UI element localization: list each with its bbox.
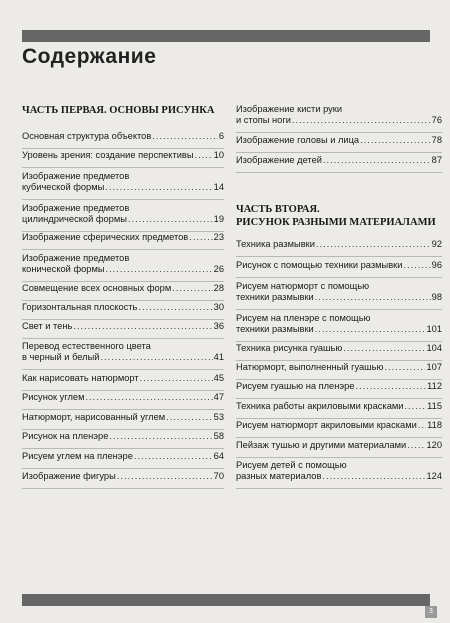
toc-entry-title: Рисунок на пленэре [22,431,109,441]
entry-separator [236,379,442,380]
toc-entry-title: Рисуем детей с помощью [236,460,347,470]
dot-leader [404,401,426,412]
dot-leader [403,260,430,271]
toc-entry-page: 78 [431,135,442,145]
toc-entry[interactable] [22,131,224,142]
toc-entry[interactable] [236,460,442,482]
entry-separator [236,309,442,310]
dot-leader [323,155,431,166]
toc-entry-page: 58 [213,431,224,441]
dot-leader [315,324,426,335]
toc-entry-title: Изображение сферических предметов [22,232,189,242]
toc-entry-page: 26 [213,264,224,274]
entry-separator [236,418,442,419]
toc-entry[interactable] [236,155,442,166]
toc-entry-page: 115 [427,401,442,411]
entry-separator [236,360,442,361]
toc-entry[interactable] [22,451,224,462]
dot-leader [343,343,425,354]
toc-entry-title: Изображение предметов [22,203,130,213]
toc-entry-page: 23 [213,232,224,242]
toc-entry-title: Изображение фигуры [22,471,116,481]
toc-entry-title: Изображение предметов [22,253,130,263]
toc-entry-page: 120 [426,440,442,450]
page-title: Содержание [22,45,157,68]
bottom-decorative-bar [22,594,430,606]
dot-leader [140,373,213,384]
dot-leader [138,302,212,313]
toc-entry-title: Горизонтальная плоскость [22,302,138,312]
dot-leader [106,264,213,275]
toc-entry-title: цилиндрической формы [22,214,127,224]
toc-entry-page: 36 [213,321,224,331]
entry-separator [236,152,442,153]
toc-entry-page: 14 [213,182,224,192]
toc-entry[interactable] [22,373,224,384]
entry-separator [236,398,442,399]
toc-entry-page: 96 [431,260,442,270]
dot-leader [172,283,212,294]
toc-entry-page: 104 [426,343,442,353]
page-number: 3 [425,606,437,618]
toc-entry[interactable] [236,440,442,451]
toc-entry-page: 92 [431,239,442,249]
toc-entry-title: Изображение головы и лица [236,135,360,145]
entry-separator [22,429,224,430]
toc-entry-page: 45 [213,373,224,383]
dot-leader [117,471,213,482]
dot-leader [316,239,431,250]
toc-entry-title: Рисуем натюрморт акриловыми красками [236,420,417,430]
entry-separator [236,172,442,173]
entry-separator [22,281,224,282]
dot-leader [152,131,218,142]
toc-entry-page: 41 [213,352,224,362]
dot-leader [100,352,212,363]
toc-entry-page: 47 [213,392,224,402]
toc-entry[interactable] [22,341,224,363]
entry-separator [236,488,442,489]
entry-separator [236,341,442,342]
toc-entry-title: кубической формы [22,182,105,192]
toc-entry-page: 30 [213,302,224,312]
toc-entry-page: 10 [213,150,224,160]
entry-separator [236,277,442,278]
toc-entry[interactable] [236,281,442,303]
dot-leader [166,412,213,423]
entry-separator [22,390,224,391]
entry-separator [22,488,224,489]
entry-separator [22,199,224,200]
entry-separator [22,300,224,301]
part2-heading-line2: РИСУНОК РАЗНЫМИ МАТЕРИАЛАМИ [236,217,436,228]
toc-entry[interactable] [22,253,224,275]
toc-entry-page: 112 [427,381,442,391]
toc-entry-title: Рисуем гуашью на пленэре [236,381,355,391]
toc-entry-page: 101 [426,324,442,334]
toc-entry-title: Как нарисовать натюрморт [22,373,139,383]
toc-entry[interactable] [22,171,224,193]
dot-leader [73,321,212,332]
toc-entry-title: Рисуем на пленэре с помощью [236,313,371,323]
toc-entry-title: Основная структура объектов [22,131,152,141]
toc-entry-title: Техника размывки [236,239,315,249]
toc-entry-title: Совмещение всех основных форм [22,283,172,293]
toc-entry-title: техники размывки [236,324,314,334]
toc-entry-title: Свет и тень [22,321,73,331]
toc-entry[interactable] [236,381,442,392]
toc-entry-page: 118 [427,420,442,430]
toc-entry-title: Натюрморт, выполненный гуашью [236,362,384,372]
toc-entry-title: разных материалов [236,471,322,481]
entry-separator [236,256,442,257]
part1-heading: ЧАСТЬ ПЕРВАЯ. ОСНОВЫ РИСУНКА [22,105,215,116]
dot-leader [322,471,425,482]
toc-entry[interactable] [22,302,224,313]
toc-entry-page: 28 [213,283,224,293]
toc-entry-page: 124 [426,471,442,481]
toc-entry[interactable] [22,203,224,225]
dot-leader [360,135,431,146]
dot-leader [105,182,212,193]
part2-heading-line1: ЧАСТЬ ВТОРАЯ. [236,204,320,215]
toc-entry-page: 98 [431,292,442,302]
toc-entry-page: 19 [213,214,224,224]
toc-entry-title: техники размывки [236,292,314,302]
toc-entry[interactable] [22,283,224,294]
toc-entry-title: Рисунок с помощью техники размывки [236,260,403,270]
toc-entry[interactable] [236,260,442,271]
toc-entry-page: 64 [213,451,224,461]
dot-leader [292,115,431,126]
toc-entry-page: 76 [431,115,442,125]
dot-leader [315,292,431,303]
entry-separator [22,468,224,469]
toc-entry-title: Натюрморт, нарисованный углем [22,412,166,422]
dot-leader [134,451,213,462]
toc-entry[interactable] [22,392,224,403]
entry-separator [236,457,442,458]
toc-entry-page: 70 [213,471,224,481]
toc-entry-page: 6 [218,131,224,141]
toc-entry-title: и стопы ноги [236,115,291,125]
dot-leader [407,440,425,451]
toc-entry[interactable] [236,135,442,146]
dot-leader [109,431,212,442]
toc-entry[interactable] [236,401,442,412]
dot-leader [195,150,213,161]
entry-separator [22,409,224,410]
dot-leader [384,362,425,373]
entry-separator [22,249,224,250]
entry-separator [236,132,442,133]
toc-entry-page: 107 [426,362,442,372]
dot-leader [189,232,212,243]
toc-entry-title: Рисунок углем [22,392,85,402]
dot-leader [85,392,212,403]
toc-entry-title: Уровень зрения: создание перспективы [22,150,194,160]
entry-separator [22,448,224,449]
toc-entry-title: Изображение предметов [22,171,130,181]
toc-entry-title: Пейзаж тушью и другими материалами [236,440,407,450]
toc-entry[interactable] [236,313,442,335]
toc-entry-title: Рисуем натюрморт с помощью [236,281,370,291]
toc-entry[interactable] [236,343,442,354]
toc-entry[interactable] [22,412,224,423]
entry-separator [22,167,224,168]
toc-entry[interactable] [22,431,224,442]
toc-entry-title: Рисуем углем на пленэре [22,451,133,461]
toc-entry-page: 87 [431,155,442,165]
toc-entry[interactable] [22,471,224,482]
toc-entry[interactable] [236,239,442,250]
entry-separator [22,369,224,370]
toc-entry[interactable] [22,321,224,332]
entry-separator [22,319,224,320]
dot-leader [128,214,213,225]
toc-entry[interactable] [236,362,442,373]
toc-entry-title: Техника рисунка гуашью [236,343,343,353]
toc-entry-title: в черный и белый [22,352,100,362]
dot-leader [355,381,426,392]
toc-entry[interactable] [22,232,224,243]
toc-entry[interactable] [22,150,224,161]
toc-entry-title: Перевод естественного цвета [22,341,151,351]
entry-separator [22,148,224,149]
toc-entry-title: Изображение кисти руки [236,104,343,114]
toc-entry[interactable] [236,104,442,126]
dot-leader [418,420,426,431]
toc-entry-page: 53 [213,412,224,422]
toc-entry-title: Техника работы акриловыми красками [236,401,404,411]
entry-separator [22,338,224,339]
top-decorative-bar [22,30,430,42]
toc-entry-title: конической формы [22,264,105,274]
entry-separator [236,437,442,438]
toc-entry-title: Изображение детей [236,155,322,165]
toc-entry[interactable] [236,420,442,431]
